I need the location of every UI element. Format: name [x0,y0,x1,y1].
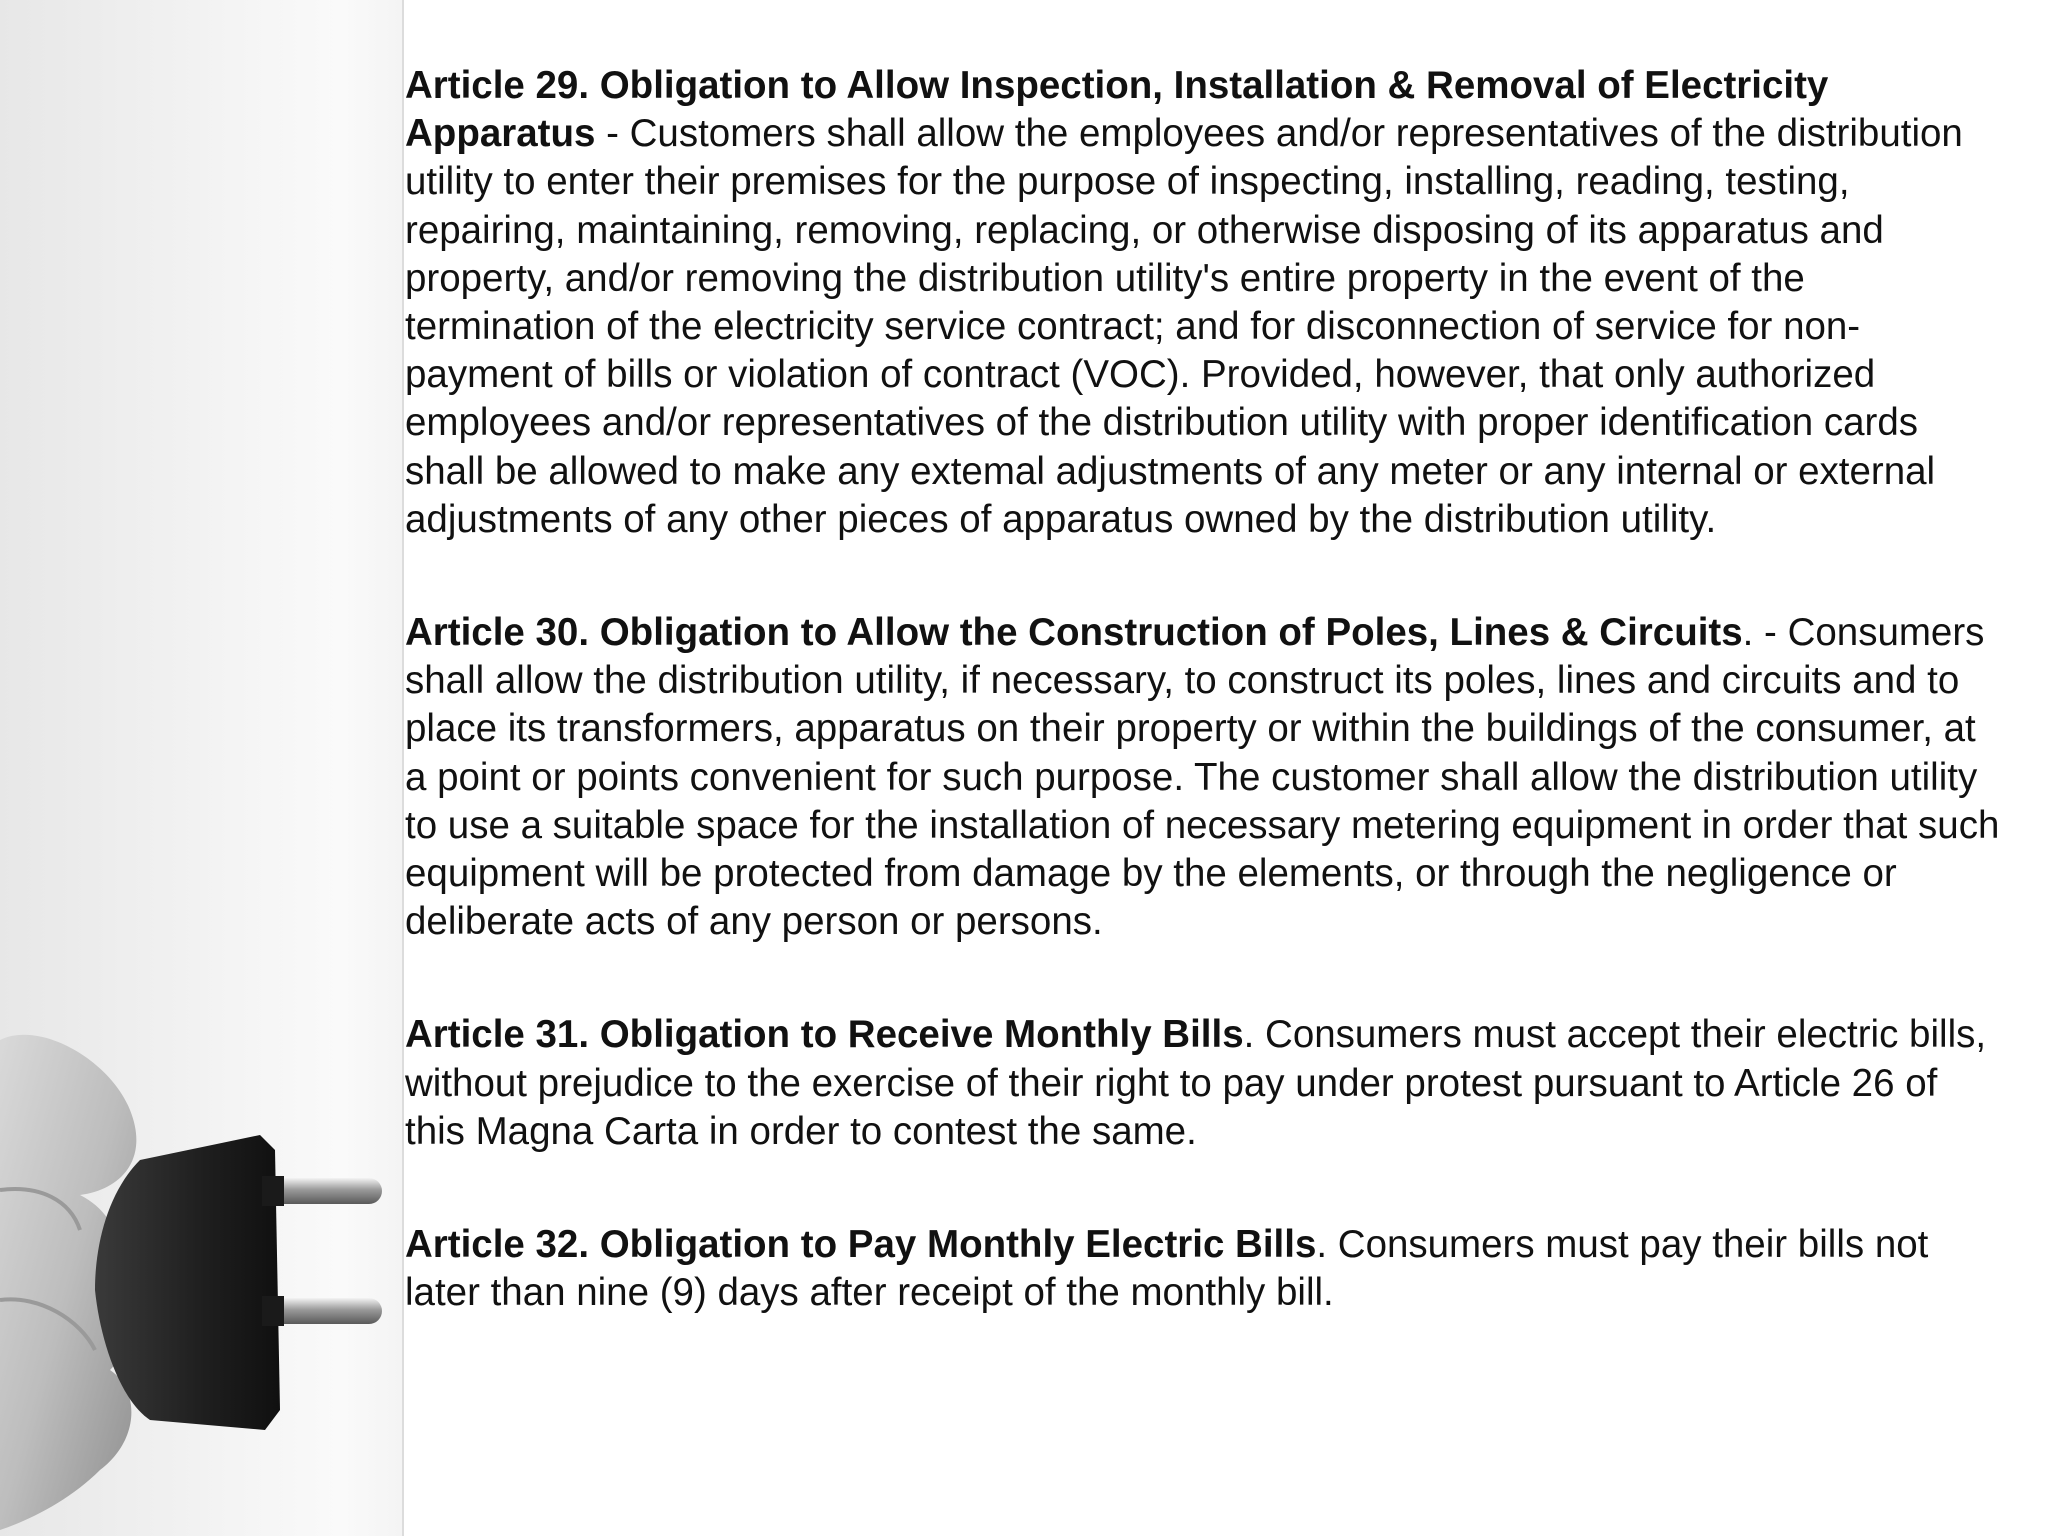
decorative-side-panel [0,0,404,1536]
article-30-title: Article 30. Obligation to Allow the Construction of Poles, Lines & Circuits [405,611,1743,655]
article-32-title: Article 32. Obligation to Pay Monthly Electric Bills [405,1223,1317,1267]
article-29-body: - Customers shall allow the employees and/or representatives of the distribution utility to enter their premises for the purpose of inspecting, installing, reading, testing, repairing, maintaining, removing, replacing, or otherwise disposing of its apparatus and property, and/or removing the distribution utility's entire property in the event of the termination of the electricity service contract; and for disconnection of service for non- payment of bills or violation of contract (VOC). Provided, however, that only authorized employees and/or representatives of the distribution utility with proper identification cards shall be allowed to make any extemal adjustments of any meter or any internal or external adjustments of any other pieces of apparatus owned by the distribution utility. [405,112,1963,541]
electric-plug-icon [0,1000,402,1536]
article-29 [405,62,2005,544]
article-30-body: . - Consumers shall allow the distribution utility, if necessary, to construct its poles, lines and circuits and to place its transformers, apparatus on their property or within the buildings of the consumer, at a point or points convenient for such purpose. The customer shall allow the distribution utility to use a suitable space for the installation of necessary metering equipment in order that such equipment will be protected from damage by the elements, or through the negligence or deliberate acts of any person or persons. [405,611,2000,944]
articles-text [405,62,2005,1382]
article-32 [405,1221,2005,1317]
article-29-title: Article 29. Obligation to Allow Inspection, Installation & Removal of Electricity Apparatus [405,64,1829,156]
article-31 [405,1011,2005,1156]
article-31-title: Article 31. Obligation to Receive Monthly Bills [405,1013,1244,1057]
article-32-body: . Consumers must pay their bills not later than nine (9) days after receipt of the monthly bill. [405,1223,1929,1315]
article-30 [405,609,2005,946]
article-31-body: . Consumers must accept their electric bills, without prejudice to the exercise of their right to pay under protest pursuant to Article 26 of this Magna Carta in order to contest the same. [405,1013,1987,1153]
